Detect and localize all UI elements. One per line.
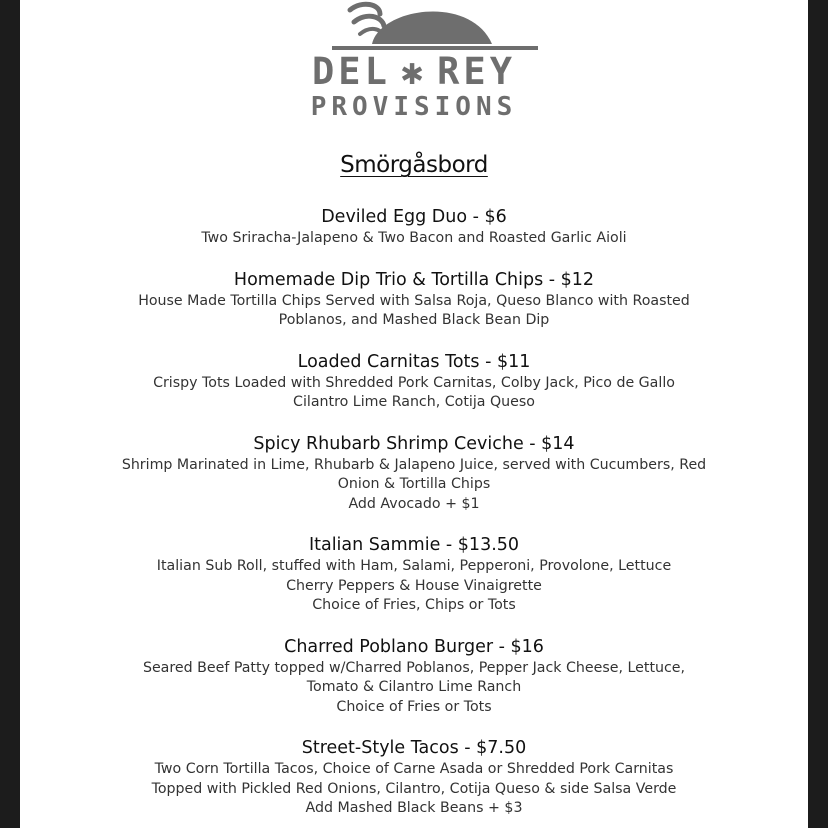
- menu-items: [20, 205, 808, 828]
- menu-item-name: Homemade Dip Trio & Tortilla Chips - $12: [233, 269, 595, 290]
- menu-item-description: Two Sriracha-Jalapeno & Two Bacon and Roasted Garlic Aioli: [201, 230, 627, 246]
- menu-item-description: Two Corn Tortilla Tacos, Choice of Carne Asada or Shredded Pork Carnitas: [154, 761, 674, 777]
- menu-item-description: Crispy Tots Loaded with Shredded Pork Carnitas, Colby Jack, Pico de Gallo: [153, 374, 675, 391]
- menu-item-name: Charred Poblano Burger - $16: [284, 636, 544, 657]
- menu-item: [20, 533, 808, 616]
- menu-item-description: House Made Tortilla Chips Served with Salsa Roja, Queso Blanco with Roasted: [138, 292, 690, 309]
- menu-page: [20, 0, 808, 828]
- brand-name-left: DEL: [312, 50, 391, 93]
- menu-item-description: Onion & Tortilla Chips: [337, 476, 491, 492]
- menu-item: [20, 432, 808, 515]
- menu-item-description: Cherry Peppers & House Vinaigrette: [286, 577, 542, 594]
- menu-item-name: Deviled Egg Duo - $6: [321, 207, 507, 227]
- asterisk-icon: ✱: [400, 50, 428, 93]
- menu-item-name: Street-Style Tacos - $7.50: [301, 738, 527, 758]
- menu-item-description: Shrimp Marinated in Lime, Rhubarb & Jalapeno Juice, served with Cucumbers, Red: [121, 456, 707, 473]
- menu-item: [20, 736, 808, 819]
- menu-item-description: Tomato & Cilantro Lime Ranch: [306, 679, 522, 695]
- menu-item-name: Spicy Rhubarb Shrimp Ceviche - $14: [253, 433, 575, 454]
- octopus-dome-icon: [310, 0, 540, 52]
- menu-item: [20, 635, 808, 718]
- menu-item-description: Poblanos, and Mashed Black Bean Dip: [278, 312, 550, 328]
- menu-item-description: Topped with Pickled Red Onions, Cilantro, Cotija Queso & side Salsa Verde: [151, 780, 677, 797]
- menu-item-description: Cilantro Lime Ranch, Cotija Queso: [293, 394, 535, 410]
- brand-logo: [20, 0, 808, 125]
- brand-name-right: REY: [437, 50, 516, 93]
- menu-item-description: Add Avocado + $1: [348, 495, 480, 512]
- menu-item-description: Seared Beef Patty topped w/Charred Poblanos, Pepper Jack Cheese, Lettuce,: [142, 659, 686, 676]
- brand-subtitle: PROVISIONS: [310, 92, 518, 122]
- menu-item: [20, 268, 808, 331]
- brand-name: [20, 50, 808, 94]
- section-title-text: Smörgåsbord: [340, 152, 488, 178]
- menu-item-description: Add Mashed Black Beans + $3: [305, 800, 523, 816]
- menu-item-name: Italian Sammie - $13.50: [308, 535, 520, 555]
- menu-item-name: Loaded Carnitas Tots - $11: [297, 351, 531, 372]
- menu-item: [20, 205, 808, 249]
- menu-item-description: Choice of Fries, Chips or Tots: [312, 597, 516, 613]
- menu-item-description: Choice of Fries or Tots: [336, 698, 492, 715]
- menu-item: [20, 350, 808, 413]
- menu-item-description: Italian Sub Roll, stuffed with Ham, Salami, Pepperoni, Provolone, Lettuce: [156, 558, 672, 574]
- section-title: [20, 150, 808, 180]
